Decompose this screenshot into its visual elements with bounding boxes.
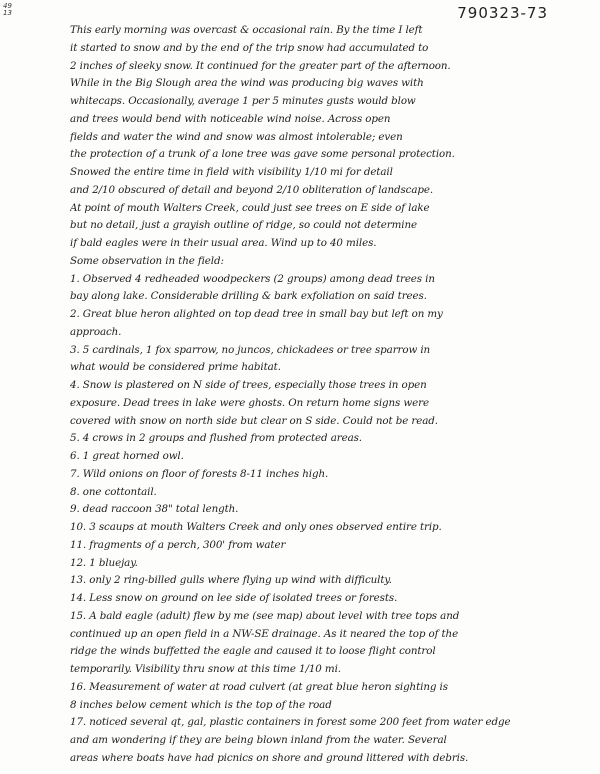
document-id: 790323-73	[457, 4, 548, 22]
note-line: and 2/10 obscured of detail and beyond 2/10 obliteration of landscape.	[70, 183, 434, 196]
note-line: 7. Wild onions on floor of forests 8-11 inches high.	[70, 467, 329, 480]
note-line: 8 inches below cement which is the top of the road	[70, 698, 332, 711]
note-line: 5. 4 crows in 2 groups and flushed from protected areas.	[70, 432, 362, 445]
handwritten-field-notes	[70, 22, 588, 768]
note-line: 6. 1 great horned owl.	[70, 450, 184, 462]
note-line: Snowed the entire time in field with visibility 1/10 mi for detail	[70, 166, 393, 178]
note-line: if bald eagles were in their usual area. Wind up to 40 miles.	[70, 237, 377, 249]
note-line: 2. Great blue heron alighted on top dead tree in small bay but left on my	[70, 308, 443, 320]
note-line: This early morning was overcast & occasional rain. By the time I left	[70, 24, 423, 36]
note-line: bay along lake. Considerable drilling & bark exfoliation on said trees.	[70, 290, 427, 303]
note-line: 8. one cottontail.	[70, 485, 157, 498]
note-line: fields and water the wind and snow was almost intolerable; even	[70, 130, 403, 143]
note-line: areas where boats have had picnics on shore and ground littered with debris.	[70, 751, 469, 764]
note-line: 3. 5 cardinals, 1 fox sparrow, no juncos, chickadees or tree sparrow in	[70, 343, 431, 356]
note-line: approach.	[70, 325, 122, 338]
note-line: ridge the winds buffetted the eagle and caused it to loose flight control	[70, 645, 436, 658]
note-line: and trees would bend with noticeable wind noise. Across open	[70, 112, 391, 125]
note-line: exposure. Dead trees in lake were ghosts. On return home signs were	[70, 396, 429, 409]
note-line: 13. only 2 ring-billed gulls where flying up wind with difficulty.	[70, 574, 392, 587]
note-line: whitecaps. Occasionally, average 1 per 5 minutes gusts would blow	[70, 95, 416, 107]
page-corner-mark: 49 13	[3, 2, 12, 17]
note-line: covered with snow on north side but clear on S side. Could not be read.	[70, 414, 438, 427]
note-line: what would be considered prime habitat.	[70, 361, 281, 374]
note-line: At point of mouth Walters Creek, could just see trees on E side of lake	[70, 201, 430, 214]
note-line: 16. Measurement of water at road culvert (at great blue heron sighting is	[70, 680, 448, 693]
note-line: 14. Less snow on ground on lee side of isolated trees or forests.	[70, 592, 398, 604]
note-line: 1. Observed 4 redheaded woodpeckers (2 groups) among dead trees in	[70, 272, 435, 285]
note-line: 12. 1 bluejay.	[70, 556, 138, 569]
note-line: 4. Snow is plastered on N side of trees, especially those trees in open	[70, 379, 427, 391]
note-line: the protection of a trunk of a lone tree was gave some personal protection.	[70, 148, 455, 161]
note-line: 15. A bald eagle (adult) flew by me (see map) about level with tree tops and	[70, 609, 460, 622]
note-line: temporarily. Visibility thru snow at this time 1/10 mi.	[70, 663, 341, 675]
note-line: 11. fragments of a perch, 300' from water	[70, 538, 286, 551]
note-line: it started to snow and by the end of the trip snow had accumulated to	[70, 41, 429, 54]
note-line: 9. dead raccoon 38" total length.	[70, 503, 239, 516]
note-line: 2 inches of sleeky snow. It continued for the greater part of the afternoon.	[70, 59, 451, 72]
note-line: but no detail, just a grayish outline of ridge, so could not determine	[70, 219, 417, 232]
note-line: continued up an open field in a NW-SE drainage. As it neared the top of the	[70, 627, 459, 640]
note-line: and am wondering if they are being blown inland from the water. Several	[70, 734, 447, 746]
note-line: While in the Big Slough area the wind was producing big waves with	[70, 77, 424, 90]
note-line: 17. noticed several qt, gal, plastic containers in forest some 200 feet from water edge	[70, 716, 511, 729]
note-line: Some observation in the field:	[70, 254, 224, 267]
note-line: 10. 3 scaups at mouth Walters Creek and only ones observed entire trip.	[70, 521, 442, 533]
